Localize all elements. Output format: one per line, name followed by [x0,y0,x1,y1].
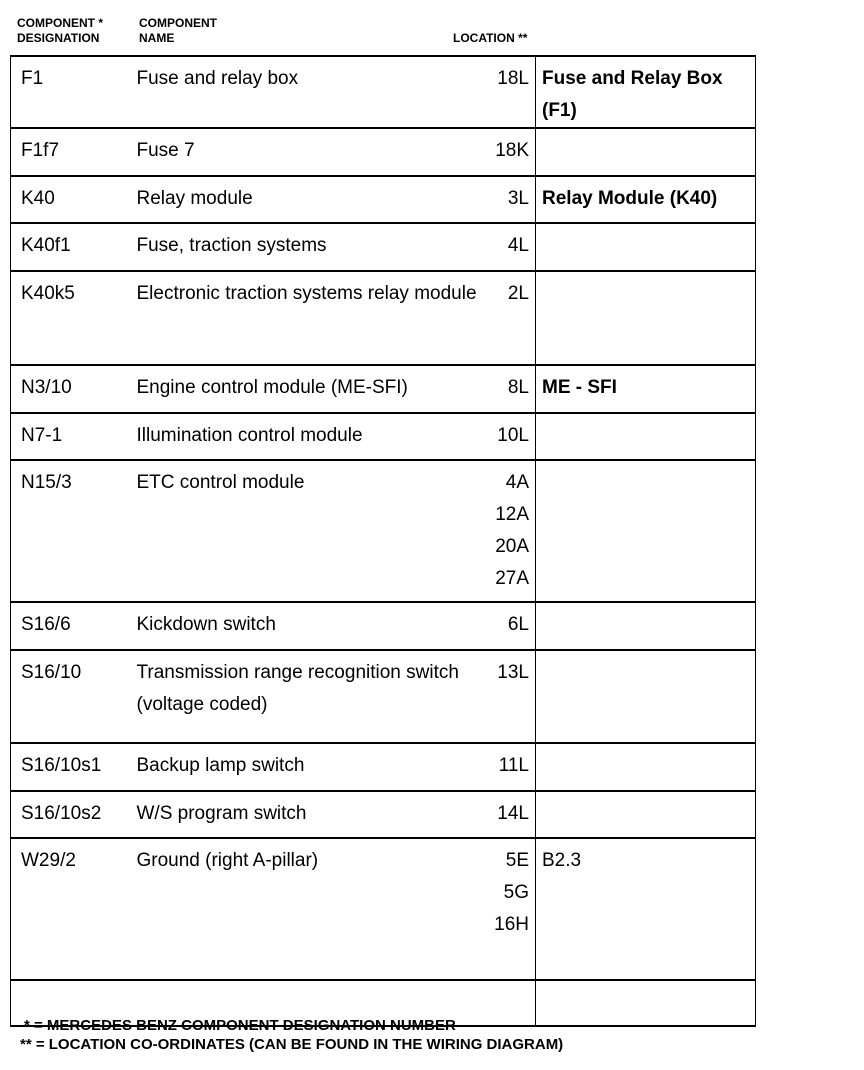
header-component-name [139,16,217,46]
component-designation: K40f1 [11,223,137,271]
component-note: B2.3 [536,838,756,980]
component-name: Electronic traction systems relay module [137,271,477,365]
table-row [11,602,756,650]
table-row [11,176,756,223]
component-location [477,838,536,980]
component-designation: N15/3 [11,460,137,602]
component-location [477,128,536,176]
component-designation: N3/10 [11,365,137,413]
location-coordinate: 5E [505,850,529,871]
location-coordinate: 10L [497,425,529,446]
component-location [477,365,536,413]
component-note: Fuse and Relay Box (F1) [536,56,756,128]
component-location [477,743,536,791]
footnote-location: ** = LOCATION CO-ORDINATES (CAN BE FOUND IN THE WIRING DIAGRAM) [20,1036,564,1053]
table-row [11,128,756,176]
table-row [11,460,756,602]
component-location [477,980,536,1026]
location-coordinate: 27A [495,568,529,589]
header-designation-line2: DESIGNATION [17,31,100,45]
location-coordinate: 20A [495,536,529,557]
table-row [11,413,756,460]
component-name: Backup lamp switch [137,743,477,791]
table-row [11,743,756,791]
location-coordinate: 4A [505,472,529,493]
location-coordinate: 18K [495,140,529,161]
component-name: Engine control module (ME-SFI) [137,365,477,413]
component-table [10,55,756,1027]
component-location [477,650,536,743]
component-name: Transmission range recognition switch (voltage coded) [137,650,477,743]
component-name: Fuse 7 [137,128,477,176]
component-designation: K40 [11,176,137,223]
component-name: W/S program switch [137,791,477,838]
component-name: Illumination control module [137,413,477,460]
component-note: ME - SFI [536,365,756,413]
table-row [11,56,756,128]
table-row [11,223,756,271]
component-name: Fuse and relay box [137,56,477,128]
component-note [536,223,756,271]
footnote-designation: * = MERCEDES BENZ COMPONENT DESIGNATION NUMBER [24,1017,456,1034]
location-coordinate: 14L [497,803,529,824]
component-name: Fuse, traction systems [137,223,477,271]
component-designation: K40k5 [11,271,137,365]
component-name: Ground (right A-pillar) [137,838,477,980]
location-coordinate: 4L [507,235,529,256]
component-note [536,743,756,791]
component-location [477,56,536,128]
component-location [477,791,536,838]
location-coordinate: 5G [503,882,529,903]
header-name-line1: COMPONENT [139,16,217,30]
component-designation: F1f7 [11,128,137,176]
location-coordinate: 16H [494,914,529,935]
table-row [11,838,756,980]
location-coordinate: 12A [495,504,529,525]
header-component-designation [17,16,103,46]
table-row [11,791,756,838]
component-location [477,413,536,460]
location-coordinate: 18L [497,68,529,89]
header-designation-line1: COMPONENT * [17,16,104,30]
component-location [477,460,536,602]
component-designation: S16/10s2 [11,791,137,838]
component-note [536,413,756,460]
component-note [536,602,756,650]
location-coordinate: 13L [497,662,529,683]
component-name: ETC control module [137,460,477,602]
table-row [11,650,756,743]
component-location [477,271,536,365]
location-coordinate: 3L [507,188,529,209]
component-designation: N7-1 [11,413,137,460]
header-location: LOCATION ** [453,31,528,45]
location-coordinate: 2L [507,283,529,304]
component-designation: W29/2 [11,838,137,980]
component-location [477,223,536,271]
component-note [536,980,756,1026]
location-coordinate: 6L [507,614,529,635]
component-designation: F1 [11,56,137,128]
component-designation: S16/10s1 [11,743,137,791]
header-name-line2: NAME [139,31,175,45]
component-name: Kickdown switch [137,602,477,650]
table-row [11,271,756,365]
component-location [477,602,536,650]
component-designation: S16/10 [11,650,137,743]
component-note [536,128,756,176]
component-note [536,650,756,743]
component-designation: S16/6 [11,602,137,650]
component-note [536,791,756,838]
component-note: Relay Module (K40) [536,176,756,223]
table-row [11,365,756,413]
location-coordinate: 8L [507,377,529,398]
component-note [536,460,756,602]
component-location [477,176,536,223]
component-name: Relay module [137,176,477,223]
location-coordinate: 11L [498,755,529,776]
component-note [536,271,756,365]
